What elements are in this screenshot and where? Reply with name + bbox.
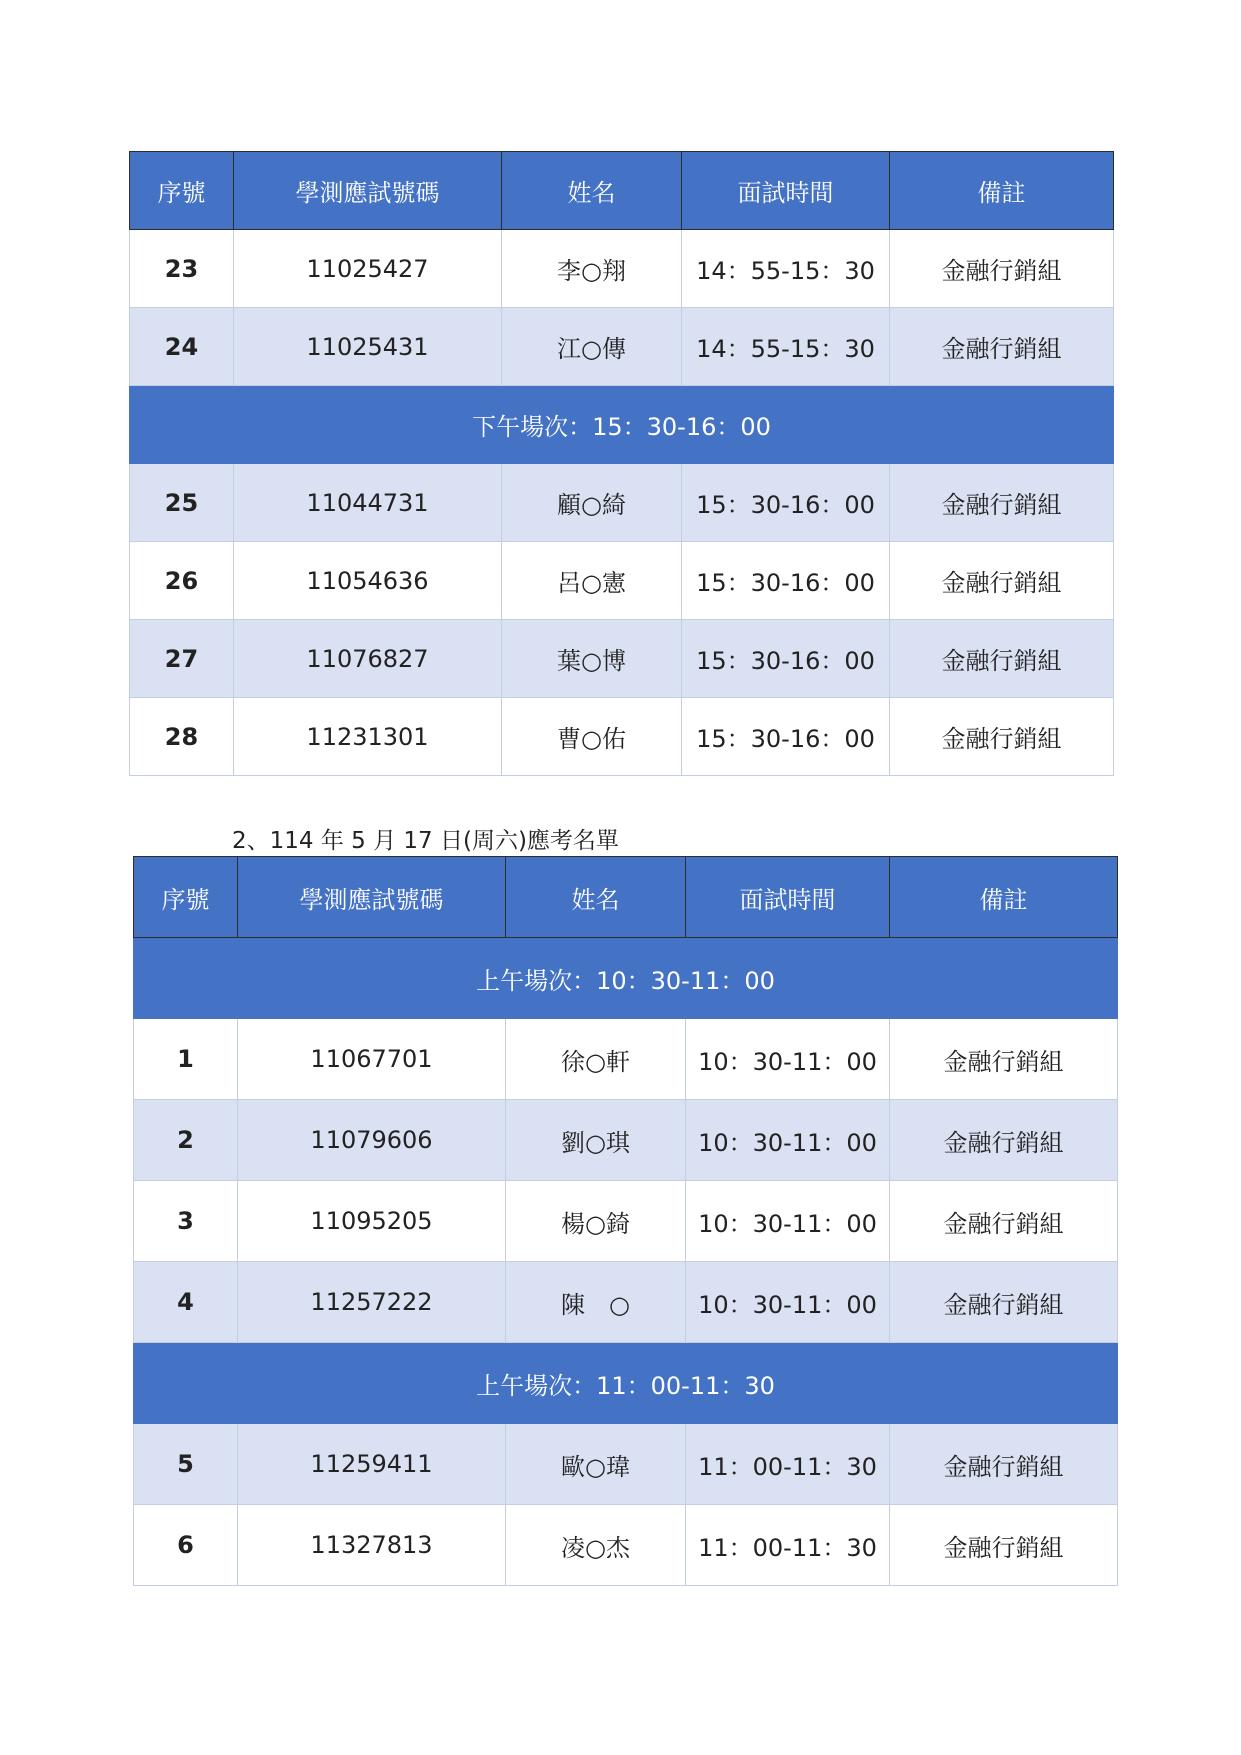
cell-name: 呂○憲: [502, 542, 682, 620]
table-row: [130, 464, 1114, 542]
header-seq: 序號: [130, 152, 234, 230]
table-row: [134, 1100, 1118, 1181]
cell-name: 顧○綺: [502, 464, 682, 542]
applicant-table-2: [133, 856, 1118, 1586]
header-exam-no: 學測應試號碼: [234, 152, 502, 230]
cell-seq: 24: [130, 308, 234, 386]
cell-note: 金融行銷組: [890, 1019, 1118, 1100]
cell-seq: 26: [130, 542, 234, 620]
cell-name: 歐○瑋: [506, 1424, 686, 1505]
session-row: [134, 1343, 1118, 1424]
cell-name: 江○傳: [502, 308, 682, 386]
applicant-table-1: [129, 151, 1114, 776]
cell-note: 金融行銷組: [890, 620, 1114, 698]
cell-note: 金融行銷組: [890, 1424, 1118, 1505]
table-row: [130, 230, 1114, 308]
table-header-row: [130, 152, 1114, 230]
table-header-row: [134, 857, 1118, 938]
session-label: 上午場次：11：00-11：30: [134, 1343, 1118, 1424]
cell-seq: 2: [134, 1100, 238, 1181]
cell-exam-no: 11327813: [238, 1505, 506, 1586]
table-row: [134, 1181, 1118, 1262]
cell-note: 金融行銷組: [890, 1505, 1118, 1586]
cell-time: 15：30-16：00: [682, 698, 890, 776]
cell-seq: 6: [134, 1505, 238, 1586]
cell-exam-no: 11257222: [238, 1262, 506, 1343]
cell-seq: 3: [134, 1181, 238, 1262]
cell-note: 金融行銷組: [890, 542, 1114, 620]
cell-time: 10：30-11：00: [686, 1100, 890, 1181]
cell-name: 曹○佑: [502, 698, 682, 776]
cell-time: 15：30-16：00: [682, 464, 890, 542]
session-label: 上午場次：10：30-11：00: [134, 938, 1118, 1019]
cell-name: 陳 ○: [506, 1262, 686, 1343]
list-caption: 2、114 年 5 月 17 日(周六)應考名單: [232, 828, 619, 854]
cell-name: 葉○博: [502, 620, 682, 698]
table-row: [130, 698, 1114, 776]
cell-time: 10：30-11：00: [686, 1181, 890, 1262]
cell-note: 金融行銷組: [890, 230, 1114, 308]
cell-exam-no: 11076827: [234, 620, 502, 698]
cell-seq: 1: [134, 1019, 238, 1100]
cell-time: 10：30-11：00: [686, 1262, 890, 1343]
cell-time: 14：55-15：30: [682, 308, 890, 386]
header-time: 面試時間: [686, 857, 890, 938]
cell-seq: 27: [130, 620, 234, 698]
cell-exam-no: 11054636: [234, 542, 502, 620]
cell-seq: 23: [130, 230, 234, 308]
cell-time: 11：00-11：30: [686, 1505, 890, 1586]
cell-seq: 25: [130, 464, 234, 542]
cell-time: 15：30-16：00: [682, 620, 890, 698]
table-row: [130, 620, 1114, 698]
header-seq: 序號: [134, 857, 238, 938]
cell-seq: 28: [130, 698, 234, 776]
cell-note: 金融行銷組: [890, 1181, 1118, 1262]
table-row: [134, 1424, 1118, 1505]
cell-time: 11：00-11：30: [686, 1424, 890, 1505]
cell-exam-no: 11079606: [238, 1100, 506, 1181]
cell-note: 金融行銷組: [890, 1262, 1118, 1343]
cell-name: 李○翔: [502, 230, 682, 308]
cell-note: 金融行銷組: [890, 1100, 1118, 1181]
cell-time: 15：30-16：00: [682, 542, 890, 620]
table-row: [134, 1505, 1118, 1586]
cell-note: 金融行銷組: [890, 698, 1114, 776]
header-note: 備註: [890, 152, 1114, 230]
cell-exam-no: 11231301: [234, 698, 502, 776]
cell-name: 凌○杰: [506, 1505, 686, 1586]
cell-exam-no: 11095205: [238, 1181, 506, 1262]
cell-exam-no: 11259411: [238, 1424, 506, 1505]
cell-seq: 4: [134, 1262, 238, 1343]
cell-name: 楊○錡: [506, 1181, 686, 1262]
header-exam-no: 學測應試號碼: [238, 857, 506, 938]
cell-exam-no: 11067701: [238, 1019, 506, 1100]
table-row: [130, 308, 1114, 386]
cell-note: 金融行銷組: [890, 308, 1114, 386]
header-note: 備註: [890, 857, 1118, 938]
cell-name: 劉○琪: [506, 1100, 686, 1181]
cell-time: 14：55-15：30: [682, 230, 890, 308]
table-row: [130, 542, 1114, 620]
session-row: [130, 386, 1114, 464]
cell-exam-no: 11044731: [234, 464, 502, 542]
cell-seq: 5: [134, 1424, 238, 1505]
table-row: [134, 1019, 1118, 1100]
cell-time: 10：30-11：00: [686, 1019, 890, 1100]
session-label: 下午場次：15：30-16：00: [130, 386, 1114, 464]
cell-exam-no: 11025427: [234, 230, 502, 308]
cell-exam-no: 11025431: [234, 308, 502, 386]
session-row: [134, 938, 1118, 1019]
header-time: 面試時間: [682, 152, 890, 230]
cell-note: 金融行銷組: [890, 464, 1114, 542]
table-row: [134, 1262, 1118, 1343]
cell-name: 徐○軒: [506, 1019, 686, 1100]
header-name: 姓名: [502, 152, 682, 230]
header-name: 姓名: [506, 857, 686, 938]
